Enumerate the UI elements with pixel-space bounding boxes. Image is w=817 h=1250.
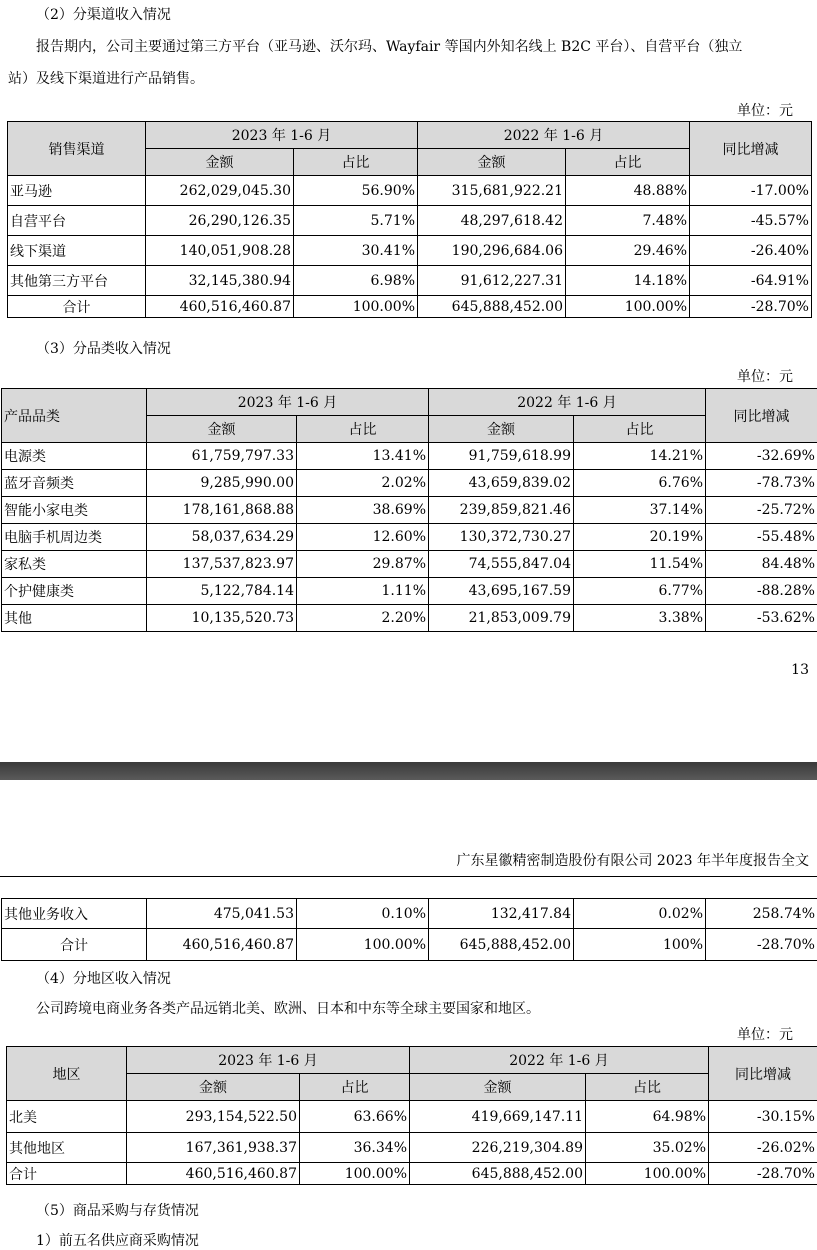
section-2-title: （2）分渠道收入情况 — [36, 7, 171, 23]
ratio-2023: 56.90% — [294, 176, 418, 206]
yoy-change: -26.40% — [690, 236, 812, 266]
ratio-2022: 29.46% — [566, 236, 690, 266]
ratio-2023: 6.98% — [294, 266, 418, 296]
unit-label: 单位：元 — [737, 103, 793, 119]
region-revenue-table — [6, 1046, 817, 1185]
ratio-2023: 1.11% — [297, 578, 429, 605]
yoy-change: -17.00% — [690, 176, 812, 206]
header-ratio-2023: 占比 — [297, 416, 429, 443]
row-label: 电源类 — [2, 443, 147, 470]
amount-2022: 645,888,452.00 — [429, 929, 574, 961]
ratio-2023: 29.87% — [297, 551, 429, 578]
header-category: 产品品类 — [2, 389, 147, 443]
amount-2022: 43,695,167.59 — [429, 578, 574, 605]
header-2023: 2023 年 1-6 月 — [127, 1047, 410, 1074]
header-channel: 销售渠道 — [8, 122, 146, 176]
table-row — [2, 497, 817, 524]
category-revenue-table-continued — [1, 898, 817, 961]
ratio-2022: 64.98% — [586, 1101, 709, 1133]
header-2022: 2022 年 1-6 月 — [429, 389, 706, 416]
table-row-total — [7, 1163, 817, 1185]
header-2022: 2022 年 1-6 月 — [410, 1047, 709, 1074]
yoy-change: -28.70% — [690, 296, 812, 318]
row-label: 智能小家电类 — [2, 497, 147, 524]
ratio-2022: 3.38% — [574, 605, 706, 632]
ratio-2022: 14.18% — [566, 266, 690, 296]
row-label: 家私类 — [2, 551, 147, 578]
ratio-2022: 6.77% — [574, 578, 706, 605]
yoy-change: -28.70% — [709, 1163, 817, 1185]
header-2022: 2022 年 1-6 月 — [418, 122, 690, 149]
yoy-change: -28.70% — [706, 929, 817, 961]
row-label: 其他 — [2, 605, 147, 632]
ratio-2023: 36.34% — [300, 1133, 410, 1163]
amount-2022: 419,669,147.11 — [410, 1101, 586, 1133]
ratio-2022: 100% — [574, 929, 706, 961]
row-label: 其他业务收入 — [2, 899, 147, 929]
ratio-2022: 6.76% — [574, 470, 706, 497]
table-row — [2, 578, 817, 605]
row-label: 自营平台 — [8, 206, 146, 236]
section-3-title: （3）分品类收入情况 — [36, 341, 171, 357]
amount-2023: 58,037,634.29 — [147, 524, 297, 551]
ratio-2023: 2.20% — [297, 605, 429, 632]
amount-2022: 239,859,821.46 — [429, 497, 574, 524]
yoy-change: -78.73% — [706, 470, 817, 497]
table-row — [7, 1101, 817, 1133]
amount-2023: 460,516,460.87 — [127, 1163, 300, 1185]
header-ratio-2022: 占比 — [586, 1074, 709, 1101]
row-label: 蓝牙音频类 — [2, 470, 147, 497]
amount-2023: 5,122,784.14 — [147, 578, 297, 605]
ratio-2023: 0.10% — [297, 899, 429, 929]
yoy-change: -30.15% — [709, 1101, 817, 1133]
yoy-change: -25.72% — [706, 497, 817, 524]
ratio-2022: 0.02% — [574, 899, 706, 929]
amount-2022: 91,759,618.99 — [429, 443, 574, 470]
yoy-change: -32.69% — [706, 443, 817, 470]
ratio-2022: 48.88% — [566, 176, 690, 206]
section-2-paragraph-line2: 站）及线下渠道进行产品销售。 — [8, 71, 204, 87]
row-label: 电脑手机周边类 — [2, 524, 147, 551]
table-row — [8, 266, 812, 296]
amount-2023: 293,154,522.50 — [127, 1101, 300, 1133]
header-rule — [0, 876, 817, 877]
ratio-2023: 13.41% — [297, 443, 429, 470]
amount-2022: 48,297,618.42 — [418, 206, 566, 236]
section-4-title: （4）分地区收入情况 — [36, 971, 171, 987]
table-row — [2, 524, 817, 551]
amount-2023: 9,285,990.00 — [147, 470, 297, 497]
row-label: 线下渠道 — [8, 236, 146, 266]
row-label: 其他第三方平台 — [8, 266, 146, 296]
header-amount-2022: 金额 — [410, 1074, 586, 1101]
row-label: 北美 — [7, 1101, 127, 1133]
section-5-subtitle: 1）前五名供应商采购情况 — [36, 1233, 199, 1249]
header-amount-2023: 金额 — [147, 416, 297, 443]
page-number: 13 — [791, 662, 809, 678]
ratio-2023: 2.02% — [297, 470, 429, 497]
amount-2023: 167,361,938.37 — [127, 1133, 300, 1163]
header-yoy: 同比增减 — [709, 1047, 817, 1101]
amount-2023: 26,290,126.35 — [146, 206, 294, 236]
ratio-2023: 63.66% — [300, 1101, 410, 1133]
yoy-change: -53.62% — [706, 605, 817, 632]
ratio-2022: 100.00% — [586, 1163, 709, 1185]
header-yoy: 同比增减 — [706, 389, 817, 443]
amount-2023: 460,516,460.87 — [147, 929, 297, 961]
table-row — [8, 206, 812, 236]
amount-2023: 178,161,868.88 — [147, 497, 297, 524]
amount-2022: 91,612,227.31 — [418, 266, 566, 296]
amount-2022: 645,888,452.00 — [418, 296, 566, 318]
amount-2023: 137,537,823.97 — [147, 551, 297, 578]
amount-2022: 315,681,922.21 — [418, 176, 566, 206]
header-amount-2022: 金额 — [429, 416, 574, 443]
table-row — [2, 551, 817, 578]
ratio-2022: 100.00% — [566, 296, 690, 318]
yoy-change: 84.48% — [706, 551, 817, 578]
header-yoy: 同比增减 — [690, 122, 812, 176]
yoy-change: -88.28% — [706, 578, 817, 605]
row-label: 合计 — [7, 1163, 127, 1185]
row-label: 合计 — [2, 929, 147, 961]
yoy-change: -55.48% — [706, 524, 817, 551]
yoy-change: -45.57% — [690, 206, 812, 236]
ratio-2022: 35.02% — [586, 1133, 709, 1163]
amount-2023: 61,759,797.33 — [147, 443, 297, 470]
header-amount-2023: 金额 — [146, 149, 294, 176]
ratio-2022: 20.19% — [574, 524, 706, 551]
ratio-2023: 30.41% — [294, 236, 418, 266]
page-divider — [0, 762, 817, 780]
amount-2022: 21,853,009.79 — [429, 605, 574, 632]
amount-2022: 74,555,847.04 — [429, 551, 574, 578]
ratio-2022: 14.21% — [574, 443, 706, 470]
ratio-2023: 100.00% — [294, 296, 418, 318]
table-row — [7, 1133, 817, 1163]
amount-2023: 460,516,460.87 — [146, 296, 294, 318]
ratio-2023: 38.69% — [297, 497, 429, 524]
amount-2022: 132,417.84 — [429, 899, 574, 929]
ratio-2023: 100.00% — [300, 1163, 410, 1185]
table-row — [2, 470, 817, 497]
row-label: 个护健康类 — [2, 578, 147, 605]
header-region: 地区 — [7, 1047, 127, 1101]
amount-2023: 10,135,520.73 — [147, 605, 297, 632]
header-amount-2023: 金额 — [127, 1074, 300, 1101]
table-row-total — [2, 929, 817, 961]
unit-label: 单位：元 — [737, 369, 793, 385]
row-label: 合计 — [8, 296, 146, 318]
amount-2022: 645,888,452.00 — [410, 1163, 586, 1185]
row-label: 亚马逊 — [8, 176, 146, 206]
amount-2022: 226,219,304.89 — [410, 1133, 586, 1163]
amount-2023: 262,029,045.30 — [146, 176, 294, 206]
row-label: 其他地区 — [7, 1133, 127, 1163]
yoy-change: -64.91% — [690, 266, 812, 296]
ratio-2022: 11.54% — [574, 551, 706, 578]
page-header: 广东星徽精密制造股份有限公司 2023 年半年度报告全文 — [456, 853, 809, 869]
header-2023: 2023 年 1-6 月 — [147, 389, 429, 416]
header-ratio-2023: 占比 — [300, 1074, 410, 1101]
table-row-total — [8, 296, 812, 318]
section-2-paragraph-line1: 报告期内，公司主要通过第三方平台（亚马逊、沃尔玛、Wayfair 等国内外知名线上 B2C 平台）、自营平台（独立 — [36, 39, 743, 55]
amount-2023: 140,051,908.28 — [146, 236, 294, 266]
amount-2022: 190,296,684.06 — [418, 236, 566, 266]
ratio-2023: 100.00% — [297, 929, 429, 961]
section-5-title: （5）商品采购与存货情况 — [36, 1203, 199, 1219]
ratio-2023: 5.71% — [294, 206, 418, 236]
channel-revenue-table — [7, 121, 812, 318]
table-row — [2, 605, 817, 632]
amount-2022: 43,659,839.02 — [429, 470, 574, 497]
table-row — [8, 236, 812, 266]
table-row — [8, 176, 812, 206]
section-4-paragraph: 公司跨境电商业务各类产品远销北美、欧洲、日本和中东等全球主要国家和地区。 — [36, 1001, 540, 1017]
category-revenue-table — [1, 388, 817, 632]
table-row — [2, 443, 817, 470]
header-ratio-2022: 占比 — [574, 416, 706, 443]
ratio-2022: 37.14% — [574, 497, 706, 524]
table-row — [2, 899, 817, 929]
amount-2023: 32,145,380.94 — [146, 266, 294, 296]
yoy-change: 258.74% — [706, 899, 817, 929]
yoy-change: -26.02% — [709, 1133, 817, 1163]
unit-label: 单位：元 — [737, 1027, 793, 1043]
amount-2023: 475,041.53 — [147, 899, 297, 929]
header-amount-2022: 金额 — [418, 149, 566, 176]
header-ratio-2022: 占比 — [566, 149, 690, 176]
header-ratio-2023: 占比 — [294, 149, 418, 176]
ratio-2022: 7.48% — [566, 206, 690, 236]
header-2023: 2023 年 1-6 月 — [146, 122, 418, 149]
ratio-2023: 12.60% — [297, 524, 429, 551]
amount-2022: 130,372,730.27 — [429, 524, 574, 551]
